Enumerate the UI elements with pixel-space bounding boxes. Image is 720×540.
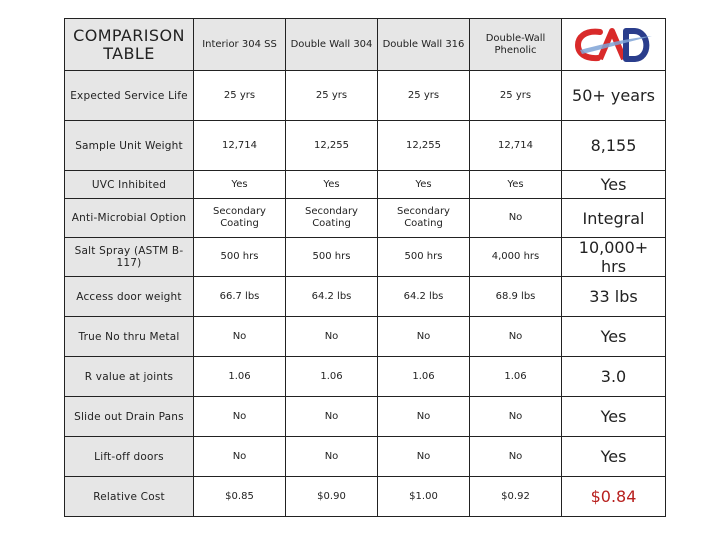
row-label: Lift-off doors (65, 437, 194, 477)
cell-value: No (378, 437, 470, 477)
cell-value: No (470, 437, 562, 477)
row-label: Salt Spray (ASTM B-117) (65, 238, 194, 277)
cell-value: $1.00 (378, 477, 470, 517)
cell-value: 12,714 (194, 121, 286, 171)
row-label: True No thru Metal (65, 317, 194, 357)
cell-value: 12,255 (378, 121, 470, 171)
cad-value: Yes (562, 171, 666, 199)
cell-value: $0.85 (194, 477, 286, 517)
table-row (65, 277, 666, 317)
row-label: Anti-Microbial Option (65, 199, 194, 238)
table-row (65, 477, 666, 517)
cad-value: Yes (562, 317, 666, 357)
cell-value: 25 yrs (378, 71, 470, 121)
cad-value: Yes (562, 437, 666, 477)
cell-value: No (286, 437, 378, 477)
cell-value: 4,000 hrs (470, 238, 562, 277)
cell-value: 500 hrs (286, 238, 378, 277)
cell-value: Yes (286, 171, 378, 199)
cad-value: 3.0 (562, 357, 666, 397)
cell-value: No (470, 199, 562, 238)
cell-value: $0.90 (286, 477, 378, 517)
cell-value: No (194, 397, 286, 437)
row-label: UVC Inhibited (65, 171, 194, 199)
cell-value: No (194, 317, 286, 357)
cell-value: No (194, 437, 286, 477)
cad-value: 10,000+ hrs (562, 238, 666, 277)
table-row (65, 437, 666, 477)
cell-value: 25 yrs (286, 71, 378, 121)
row-label: Expected Service Life (65, 71, 194, 121)
cell-value: 12,714 (470, 121, 562, 171)
cell-value: 500 hrs (194, 238, 286, 277)
cell-value: 1.06 (286, 357, 378, 397)
row-label: Relative Cost (65, 477, 194, 517)
table-row (65, 171, 666, 199)
column-header-double-wall-304: Double Wall 304 (286, 19, 378, 71)
cad-value: Integral (562, 199, 666, 238)
cell-value: 1.06 (378, 357, 470, 397)
table-row (65, 71, 666, 121)
table-row (65, 397, 666, 437)
comparison-table (64, 18, 666, 517)
cell-value: 64.2 lbs (286, 277, 378, 317)
cell-value: Yes (378, 171, 470, 199)
row-label: Access door weight (65, 277, 194, 317)
cad-logo-header (562, 19, 666, 71)
column-header-interior-304-ss: Interior 304 SS (194, 19, 286, 71)
table-body (65, 71, 666, 517)
cell-value: 68.9 lbs (470, 277, 562, 317)
row-label: Slide out Drain Pans (65, 397, 194, 437)
cell-value: Secondary Coating (378, 199, 470, 238)
cell-value: Secondary Coating (286, 199, 378, 238)
cad-value: 50+ years (562, 71, 666, 121)
cell-value: 1.06 (470, 357, 562, 397)
cell-value: Yes (470, 171, 562, 199)
header-row (65, 19, 666, 71)
row-label: R value at joints (65, 357, 194, 397)
cell-value: No (286, 317, 378, 357)
cad-value: 33 lbs (562, 277, 666, 317)
cell-value: 12,255 (286, 121, 378, 171)
cad-value: Yes (562, 397, 666, 437)
cell-value: 64.2 lbs (378, 277, 470, 317)
cell-value: No (470, 317, 562, 357)
table-row (65, 317, 666, 357)
cell-value: 25 yrs (194, 71, 286, 121)
cell-value: No (378, 317, 470, 357)
cad-logo-icon (574, 24, 654, 66)
table-row (65, 357, 666, 397)
cell-value: $0.92 (470, 477, 562, 517)
table-title: COMPARISON TABLE (65, 19, 194, 71)
cad-value: 8,155 (562, 121, 666, 171)
table-row (65, 121, 666, 171)
cell-value: No (470, 397, 562, 437)
table-row (65, 199, 666, 238)
table-row (65, 238, 666, 277)
cell-value: No (286, 397, 378, 437)
row-label: Sample Unit Weight (65, 121, 194, 171)
cell-value: 66.7 lbs (194, 277, 286, 317)
cad-value: $0.84 (562, 477, 666, 517)
column-header-double-wall-phenolic: Double-Wall Phenolic (470, 19, 562, 71)
cell-value: 25 yrs (470, 71, 562, 121)
cell-value: 500 hrs (378, 238, 470, 277)
cell-value: 1.06 (194, 357, 286, 397)
cell-value: No (378, 397, 470, 437)
column-header-double-wall-316: Double Wall 316 (378, 19, 470, 71)
cell-value: Secondary Coating (194, 199, 286, 238)
cell-value: Yes (194, 171, 286, 199)
